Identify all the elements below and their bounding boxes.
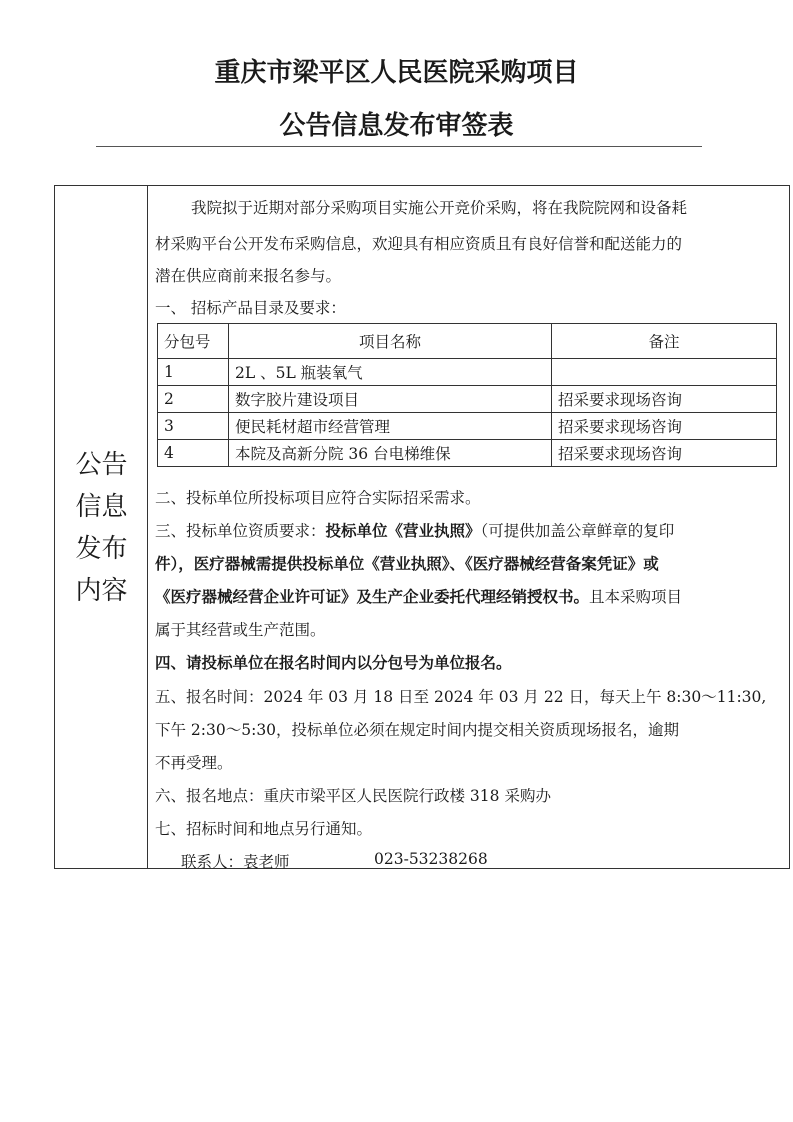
table-row: [158, 413, 777, 440]
label-line: 信息: [75, 492, 128, 522]
label-line: 内容: [75, 576, 128, 606]
table-header-cell: 分包号: [158, 324, 229, 359]
section-3-line: [155, 519, 674, 541]
label-column: [55, 186, 148, 868]
section-3-text: 且本采购项目: [589, 588, 683, 606]
section-heading: 一、 招标产品目录及要求：: [155, 299, 346, 317]
section-2: 二、投标单位所投标项目应符合实际招采需求。: [155, 489, 481, 507]
section-4: 四、请投标单位在报名时间内以分包号为单位报名。: [155, 653, 512, 672]
table-header-row: [158, 324, 777, 359]
section-7: 七、招标时间和地点另行通知。: [155, 820, 373, 838]
title-divider: [96, 146, 702, 147]
table-cell: 本院及高新分院 36 台电梯维保: [229, 440, 552, 467]
section-3-text: （可提供加盖公章鲜章的复印: [480, 522, 675, 540]
table-row: [158, 359, 777, 386]
table-header-cell: 项目名称: [229, 324, 552, 359]
table-cell: 2: [158, 386, 229, 413]
intro-line: 潜在供应商前来报名参与。: [155, 267, 342, 285]
table-cell: 招采要求现场咨询: [552, 386, 777, 413]
page-subtitle: 公告信息发布审签表: [279, 111, 514, 141]
table-row: [158, 386, 777, 413]
contact-phone: 023-53238268: [374, 850, 488, 868]
section-3-line: 属于其经营或生产范围。: [155, 621, 326, 639]
announcement-form: [54, 185, 790, 869]
label-line: 公告: [75, 450, 128, 480]
table-row: [158, 440, 777, 467]
table-cell: 招采要求现场咨询: [552, 413, 777, 440]
section-3-text: 《医疗器械经营企业许可证》及生产企业委托代理经销授权书。: [155, 587, 590, 606]
label-line: 发布: [75, 534, 128, 564]
table-cell: [552, 359, 777, 386]
intro-line: 材采购平台公开发布采购信息，欢迎具有相应资质且有良好信誉和配送能力的: [155, 235, 683, 253]
content-label: [55, 444, 148, 612]
table-cell: 招采要求现场咨询: [552, 440, 777, 467]
section-3-text: 三、投标单位资质要求：: [155, 522, 326, 540]
table-cell: 便民耗材超市经营管理: [229, 413, 552, 440]
table-cell: 数字胶片建设项目: [229, 386, 552, 413]
intro-line: 我院拟于近期对部分采购项目实施公开竞价采购，将在我院院网和设备耗: [191, 199, 688, 217]
contact-person: 联系人：袁老师: [181, 853, 290, 871]
table-cell: 4: [158, 440, 229, 467]
section-5-line: 五、报名时间：2024 年 03 月 18 日至 2024 年 03 月 22 日，每天上午 8:30～11:30,: [155, 688, 767, 706]
section-5-line: 下午 2:30～5:30，投标单位必须在规定时间内提交相关资质现场报名，逾期: [155, 721, 680, 739]
table-cell: 1: [158, 359, 229, 386]
table-cell: 3: [158, 413, 229, 440]
section-3-line: 件），医疗器械需提供投标单位《营业执照》、《医疗器械经营备案凭证》或: [155, 554, 659, 573]
section-3-line: [155, 585, 682, 607]
table-header-cell: 备注: [552, 324, 777, 359]
section-3-text: 投标单位《营业执照》: [325, 521, 481, 540]
items-table: [157, 323, 777, 467]
section-6: 六、报名地点：重庆市梁平区人民医院行政楼 318 采购办: [155, 787, 551, 805]
page-title: 重庆市梁平区人民医院采购项目: [214, 58, 579, 88]
table-cell: 2L 、5L 瓶装氧气: [229, 359, 552, 386]
section-5-line: 不再受理。: [155, 754, 233, 772]
